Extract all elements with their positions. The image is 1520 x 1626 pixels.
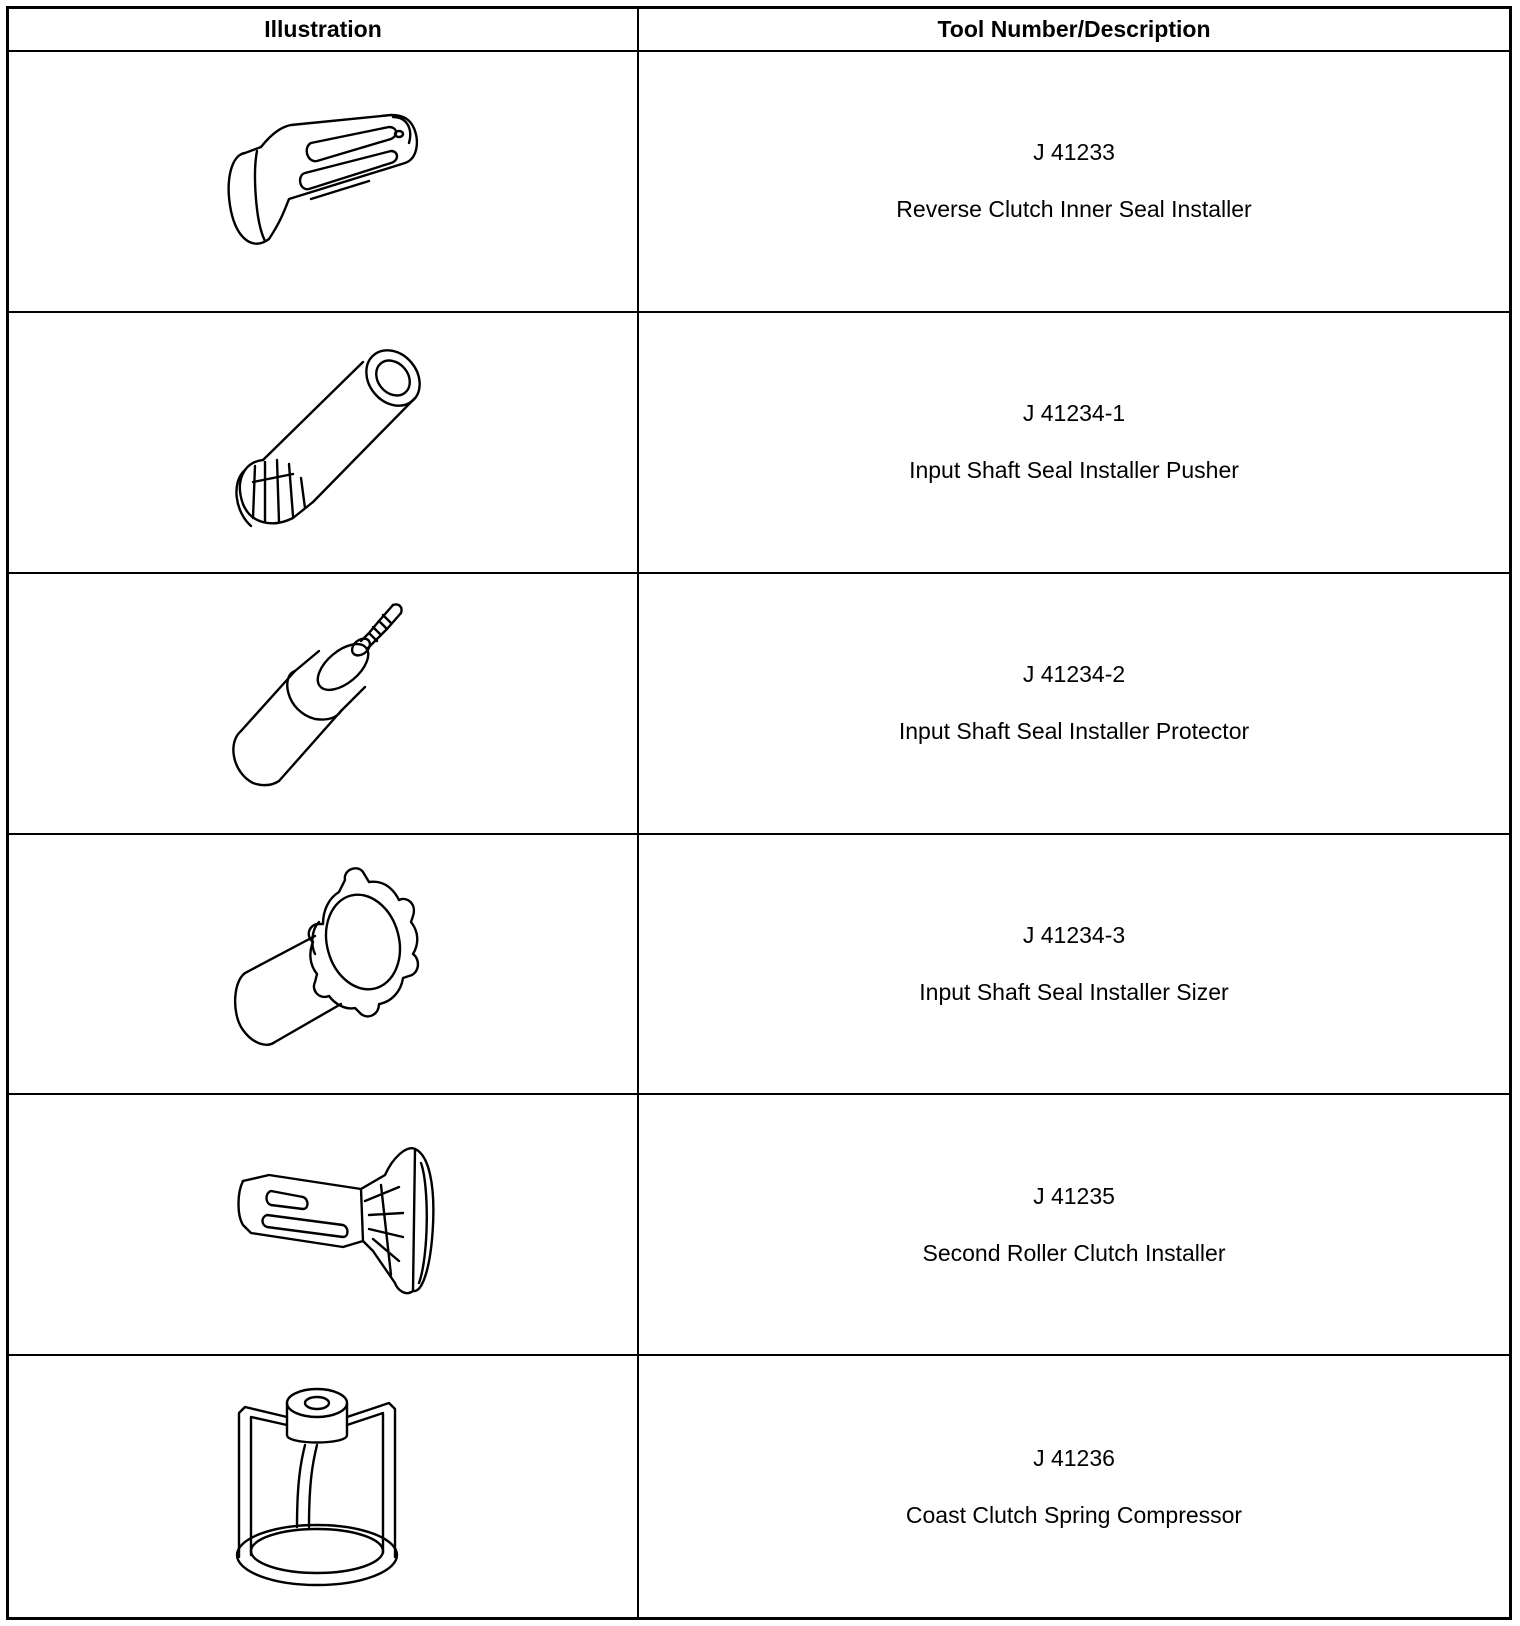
illustration-cell	[9, 1095, 639, 1356]
tool-number: J 41235	[1033, 1182, 1115, 1209]
tool-description: Second Roller Clutch Installer	[922, 1239, 1226, 1266]
tool-description-cell	[639, 313, 1509, 574]
tool-number: J 41233	[1033, 139, 1115, 166]
tool-description: Reverse Clutch Inner Seal Installer	[896, 196, 1252, 223]
funnel-installer-icon	[193, 1115, 453, 1335]
tool-description-cell	[639, 1095, 1509, 1356]
tool-description-cell	[639, 52, 1509, 313]
tool-description: Coast Clutch Spring Compressor	[905, 1501, 1243, 1528]
header-illustration: Illustration	[9, 9, 639, 52]
tool-number: J 41236	[1033, 1444, 1115, 1471]
tool-table	[6, 6, 1512, 1620]
tool-description-cell	[639, 574, 1509, 835]
illustration-cell	[9, 835, 639, 1096]
tool-number: J 41234-2	[1022, 661, 1126, 688]
illustration-cell	[9, 52, 639, 313]
pusher-tube-icon	[193, 332, 453, 552]
seal-installer-icon	[193, 71, 453, 291]
tool-number: J 41234-1	[1022, 400, 1126, 427]
header-tool-description: Tool Number/Description	[639, 9, 1509, 52]
illustration-cell	[9, 1356, 639, 1617]
tool-number: J 41234-3	[1022, 921, 1126, 948]
tool-description: Input Shaft Seal Installer Protector	[898, 718, 1250, 745]
tool-description: Input Shaft Seal Installer Sizer	[919, 978, 1229, 1005]
spring-compressor-icon	[193, 1377, 453, 1597]
tool-description-cell	[639, 1356, 1509, 1617]
illustration-cell	[9, 574, 639, 835]
sizer-knob-icon	[193, 854, 453, 1074]
protector-icon	[193, 593, 453, 813]
tool-description-cell	[639, 835, 1509, 1096]
illustration-cell	[9, 313, 639, 574]
tool-description: Input Shaft Seal Installer Pusher	[909, 457, 1239, 484]
